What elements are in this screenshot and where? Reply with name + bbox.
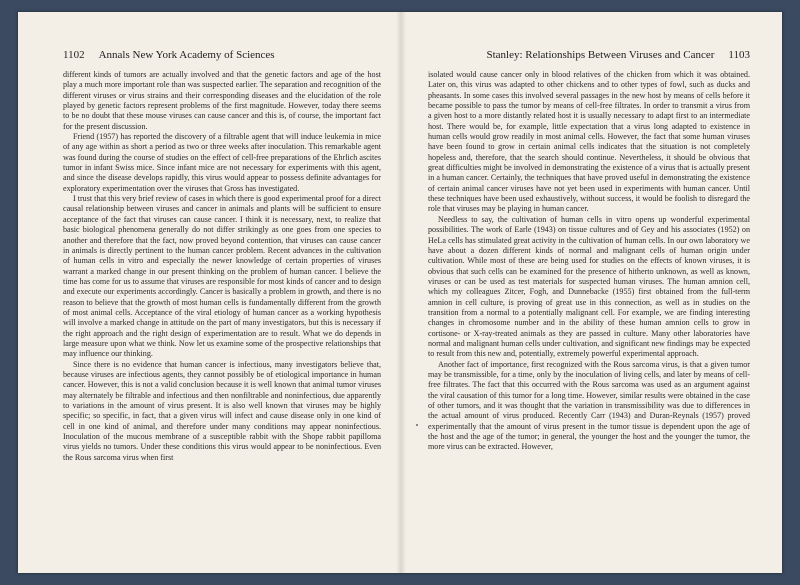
right-page-number: 1103 — [728, 49, 750, 61]
paragraph: Needless to say, the cultivation of human cells in vitro opens up wonderful experimental possibilities. The work of Earle (1943) on tissue cultures and of Gey and his associates (1952) on HeLa cells has stimulated great activity in the cultivation of human cells. In our own laboratory we have about a dozen different kinds of normal and malignant cells of human origin under cultivation. While most of these are being used for studies on the effects of known viruses, it is obvious that such cells can be examined for the presence of hitherto unknown, as well as known, viruses or can be used as test materials for suspected human viruses. The human amnion cell, which my colleagues Zitcer, Fogh, and Dunnebacke (1955) first obtained from the full-term amnion in cell culture, is proving of great use in this connection, as well as in studies on the transition from a normal to a potentially malignant cell. For example, we are finding interesting changes in chromosome number and in the ability of these human amnion cells to grow in cortisone- or X-ray-treated animals as they are passed in culture. Many other laboratories have normal and malignant human cells under cultivation, and significant new findings may be expected to result from this new and, potentially, extremely powerful experimental approach. — [428, 214, 750, 359]
left-running-head: Annals New York Academy of Sciences — [98, 49, 275, 61]
paragraph: Friend (1957) has reported the discovery of a filtrable agent that will induce leukemia in mice of any age within as short a period as two or three weeks after inoculation. This remarkable agent was found during the course of studies on the effect of cell-free preparations of the Ehrlich ascites tumor in infant Swiss mice. Since infant mice are not necessary for experiments with this agent, and since the disease develops rapidly, this virus would appear to possess definite advantages for exploratory experimentation over the viruses that Gross has investigated. — [63, 132, 381, 193]
right-running-header — [486, 49, 750, 61]
paper-speck — [416, 424, 418, 426]
left-running-header — [63, 49, 275, 61]
paragraph: Another fact of importance, first recognized with the Rous sarcoma virus, is that a given tumor may be transmissible, for a time, only by the inoculation of living cells, and later by means of cell-free filtrates. The fact that this occurred with the Rous sarcoma was used as an argument against the viral causation of this tumor for a long time. However, similar results were obtained in the case of other tumors, and it was thought that the variation in transmissibility was due to differences in the actual amount of virus produced. Recently Carr (1943) and Duran-Reynals (1957) proved experimentally that the amount of virus present in the tumor tissue is dependent upon the age of the host and the age of the tumor; in general, the younger the host and the younger the tumor, the more virus can be extracted. However, — [428, 359, 750, 452]
paragraph: Since there is no evidence that human cancer is infectious, many investigators believe that, because viruses are infectious agents, they cannot possibly be of etiological importance in human cancer. However, this is not a valid conclusion because it is well known that animal tumor viruses may alternately be filtrable and infectious and then nonfiltrable and noninfectious, due apparently to variations in the amount of virus present. It is also well known that viruses may be highly specific; so specific, in fact, that a given virus will infect and cause disease only in one kind of cell in one kind of animal, and therefore under many conditions may appear noninfectious. Inoculation of the mucous membrane of a susceptible rabbit with the Shope rabbit papilloma virus yields no tumors. Under these conditions this virus would appear to be noninfectious. Even the Rous sarcoma virus when first — [63, 359, 381, 462]
right-page — [404, 12, 782, 573]
paragraph: I trust that this very brief review of cases in which there is good experimental proof for a direct causal relationship between viruses and cancer in animals and plants will be sufficient to ensure acceptance of the fact that viruses can cause cancer. I think it is necessary, next, to realize that basic biological phenomena generally do not differ strikingly as one goes from one species to another and therefore that the fact, now proved beyond contention, that viruses can cause cancer in animals is directly pertinent to the human cancer problem. Recent advances in the cultivation of human cells in vitro and especially the newer knowledge of certain properties of viruses warrant a marked change in our present thinking on the problem of human cancer. I believe the time has come for us to assume that viruses are responsible for most kinds of cancer and to design and execute our experiments accordingly. Cancer is basically a problem in growth, and there is no reason to believe that the growth of most human cells is fundamentally different from the growth of most animal cells. Acceptance of the viral etiology of human cancer as a working hypothesis will involve a marked change in attitude on the part of many investigators, but this is necessary if the right approach and the right design of experimentation are to result. What we do depends in large measure upon what we think. Now let us examine some of the prospective relationships that may influence our thinking. — [63, 194, 381, 359]
right-running-head: Stanley: Relationships Between Viruses and Cancer — [486, 49, 715, 61]
book-spread — [18, 12, 782, 573]
paragraph: different kinds of tumors are actually involved and that the genetic factors and age of the host play a much more important role than was suspected earlier. The separation and recognition of the different viruses or virus strains and their corresponding diseases and the elucidation of the role played by genetic factors represent problems of the first magnitude. However, today there seems to be no doubt that these mouse viruses can cause cancer and this is, of course, the important fact for the present discussion. — [63, 70, 381, 131]
left-page-number: 1102 — [63, 49, 85, 61]
left-body-text — [63, 70, 381, 463]
left-page — [18, 12, 398, 573]
right-body-text — [428, 70, 750, 453]
paragraph: isolated would cause cancer only in blood relatives of the chicken from which it was obtained. Later on, this virus was adapted to other chickens and to other types of fowl, such as ducks and pheasants. In some cases this involved several passages in the new host by means of cells before it became possible to pass the tumor by means of cell-free filtrates. In order to transmit a virus from a given host to a more distantly related host it is usually necessary to adapt first to an intermediate host. There would be, for example, little expectation that a virus long adapted to existence in human cells would grow readily in most animal cells. However, the fact that some human viruses have been found to grow in certain animal cells indicates that the situation is not completely hopeless and, therefore, that the search should continue. Nevertheless, it should be obvious that great difficulties might be involved in demonstrating the existence of a virus that is actually present in a human cancer. Certainly, the techniques that have proved useful in demonstrating the existence of certain animal cancer viruses have not yet been used in experiments with human cancer. Until these techniques have been used exhaustively, without success, it would be foolish to disregard the role that viruses may be playing in human cancer. — [428, 70, 750, 214]
